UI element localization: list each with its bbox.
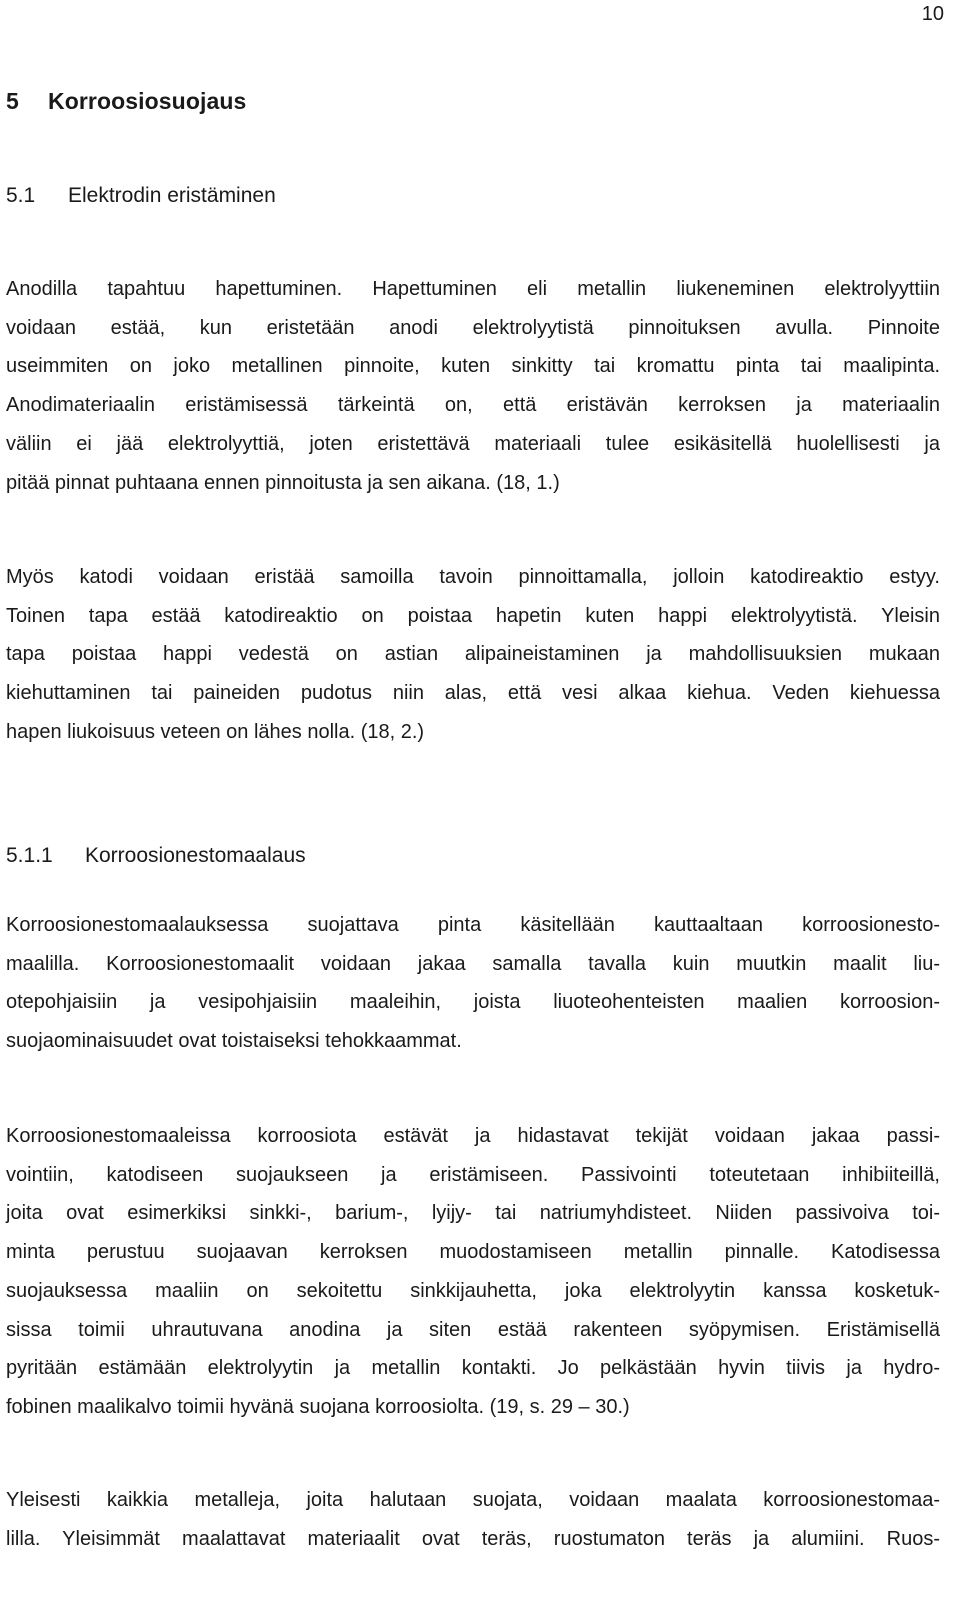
page-number: 10 [921,3,944,25]
chapter-number: 5 [6,88,19,114]
text-line: joita ovat esimerkiksi sinkki-, barium-, lyijy- tai natriumyhdisteet. Niiden passivoiva toi- [6,1202,940,1225]
text-line: tapa poistaa happi vedestä on astian alipaineistaminen ja mahdollisuuksien mukaan [6,643,940,666]
text-line: Myös katodi voidaan eristää samoilla tavoin pinnoittamalla, jolloin katodireaktio estyy. [6,566,940,588]
text-line: suojaominaisuudet ovat toistaiseksi tehokkaammat. [6,1030,462,1053]
section-title: Elektrodin eristäminen [68,184,276,207]
text-line: pitää pinnat puhtaana ennen pinnoitusta ja sen aikana. (18, 1.) [6,471,560,494]
text-line: sissa toimii uhrautuvana anodina ja siten estää rakenteen syöpymisen. Eristämisellä [6,1318,940,1341]
text-line: Yleisesti kaikkia metalleja, joita halutaan suojata, voidaan maalata korroosionestomaa- [6,1489,940,1511]
section-number: 5.1 [6,184,36,207]
text-line: fobinen maalikalvo toimii hyvänä suojana korroosiolta. (19, s. 29 – 30.) [6,1395,630,1418]
subsection-title: Korroosionestomaalaus [85,844,306,867]
text-line: suojauksessa maaliin on sekoitettu sinkkijauhetta, joka elektrolyytin kanssa kosketuk- [6,1279,940,1302]
section-heading [6,184,276,208]
text-line: Toinen tapa estää katodireaktio on poistaa hapetin kuten happi elektrolyytistä. Yleisin [6,604,940,627]
paragraph-anode-insulation [6,270,940,502]
subsection-number: 5.1.1 [6,844,53,867]
text-line: pyritään estämään elektrolyytin ja metallin kontakti. Jo pelkästään hyvin tiivis ja hydro- [6,1357,940,1380]
text-line: hapen liukoisuus veteen on lähes nolla. (18, 2.) [6,720,425,743]
text-line: vointiin, katodiseen suojaukseen ja eristämiseen. Passivointi toteutetaan inhibiiteillä, [6,1163,940,1186]
text-line: maalilla. Korroosionestomaalit voidaan jakaa samalla tavalla kuin muutkin maalit liu- [6,952,940,975]
text-line: Korroosionestomaalauksessa suojattava pinta käsitellään kauttaaltaan korroosionesto- [6,914,940,936]
paragraph-cathode-insulation [6,558,940,752]
text-line: Korroosionestomaaleissa korroosiota estävät ja hidastavat tekijät voidaan jakaa passi- [6,1125,940,1147]
text-line: otepohjaisiin ja vesipohjaisiin maaleihin, joista liuoteohenteisten maalien korroosion- [6,991,940,1014]
text-line: väliin ei jää elektrolyyttiä, joten eristettävä materiaali tulee esikäsitellä huolellisesti ja [6,432,940,455]
text-line: useimmiten on joko metallinen pinnoite, kuten sinkitty tai kromattu pinta tai maalipinta. [6,355,940,378]
text-line: lilla. Yleisimmät maalattavat materiaalit ovat teräs, ruostumaton teräs ja alumiini. Ruos- [6,1527,940,1550]
chapter-heading [6,88,246,115]
text-line: Anodimateriaalin eristämisessä tärkeintä on, että eristävän kerroksen ja materiaalin [6,394,940,417]
text-line: minta perustuu suojaavan kerroksen muodostamiseen metallin pinnalle. Katodisessa [6,1241,940,1264]
text-line: Anodilla tapahtuu hapettuminen. Hapettuminen eli metallin liukeneminen elektrolyyttiin [6,278,940,300]
text-line: kiehuttaminen tai paineiden pudotus niin alas, että vesi alkaa kiehua. Veden kiehuessa [6,682,940,705]
paragraph-paintable-metals [6,1481,940,1558]
paragraph-anticorrosion-paint [6,906,940,1061]
text-line: voidaan estää, kun eristetään anodi elektrolyytistä pinnoituksen avulla. Pinnoite [6,316,940,339]
chapter-title: Korroosiosuojaus [48,88,247,114]
paragraph-protection-mechanisms [6,1117,940,1427]
subsection-heading [6,844,306,868]
